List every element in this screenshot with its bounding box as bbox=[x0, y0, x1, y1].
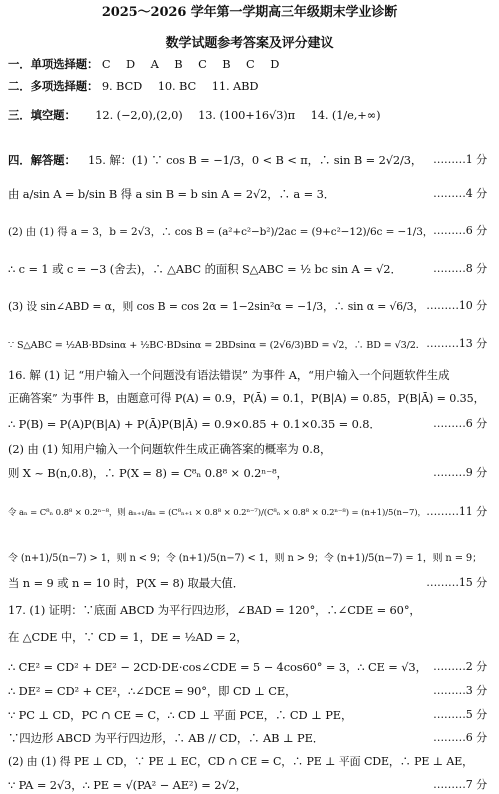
solution-text: (2) 由 (1) 得 PE ⊥ CD，∵ PE ⊥ EC，CD ∩ CE = C，∴ PE ⊥ 平面 CDE，∴ PE ⊥ AE， bbox=[8, 755, 474, 768]
solution-line bbox=[8, 684, 493, 698]
solution-text: (2) 由 (1) 得 a = 3，b = 2√3，∴ cos B = (a²+c²−b²)/2ac = (9+c²−12)/6c = −1/3， bbox=[8, 226, 434, 238]
points-label: ………1 分 bbox=[433, 153, 487, 166]
section-label: 一．单项选择题： bbox=[8, 57, 99, 71]
points-label: ………3 分 bbox=[433, 684, 487, 697]
solution-line bbox=[8, 337, 493, 353]
points-label: ………9 分 bbox=[433, 466, 487, 479]
section-label: 二．多项选择题： bbox=[8, 79, 99, 93]
points-label: ………6 分 bbox=[433, 731, 487, 744]
points-label: ………4 分 bbox=[433, 187, 487, 200]
solution-text: 当 n = 9 或 n = 10 时，P(X = 8) 取最大值． bbox=[8, 576, 244, 590]
solution-line bbox=[8, 391, 493, 406]
solution-line bbox=[8, 442, 493, 456]
solution-line bbox=[8, 778, 493, 792]
solution-line bbox=[8, 551, 493, 566]
solution-text: 16. 解 (1) 记 “用户输入一个问题没有语法错误” 为事件 A，“用户输入一个问题软件生成 bbox=[8, 368, 450, 382]
points-label: ………13 分 bbox=[426, 337, 487, 350]
answer: B bbox=[174, 57, 183, 71]
section-label: 三．填空题： bbox=[8, 108, 76, 122]
points-label: ………2 分 bbox=[433, 660, 487, 673]
solution-text: 令 (n+1)/5(n−7) > 1，则 n < 9；令 (n+1)/5(n−7) < 1，则 n > 9；令 (n+1)/5(n−7) = 1，则 n = 9； bbox=[8, 553, 482, 564]
solution-line bbox=[8, 755, 493, 769]
solution-line bbox=[88, 153, 493, 167]
solution-text: 正确答案” 为事件 B，由题意可得 P(A) = 0.9，P(Ā) = 0.1，P(B|A) = 0.85，P(B|Ā) = 0.35， bbox=[8, 392, 485, 405]
answer: A bbox=[150, 57, 159, 71]
solution-line bbox=[8, 708, 493, 722]
solution-line bbox=[8, 417, 493, 431]
answer: C bbox=[198, 57, 207, 71]
section-single-choice bbox=[8, 57, 493, 71]
solution-text: 在 △CDE 中，∵ CD = 1，DE = ½AD = 2， bbox=[8, 630, 248, 644]
solution-text: 令 aₙ = C⁸ₙ 0.8⁸ × 0.2ⁿ⁻⁸，则 aₙ₊₁/aₙ = (C⁸ₙ₊₁ × 0.8⁸ × 0.2ⁿ⁻⁷)/(C⁸ₙ × 0.8⁸ × 0.2ⁿ⁻⁸) = (n+1)/5(n−7)， bbox=[8, 508, 426, 518]
solution-line bbox=[8, 576, 493, 590]
answer: 14. (1/e,+∞) bbox=[310, 108, 381, 122]
answer: 10. BC bbox=[157, 79, 197, 93]
solution-line bbox=[8, 262, 493, 276]
solution-line bbox=[8, 187, 493, 201]
solution-text: ∵ PA = 2√3，∴ PE = √(PA² − AE²) = 2√2， bbox=[8, 778, 247, 792]
solution-line bbox=[8, 466, 493, 480]
solution-line bbox=[8, 603, 493, 617]
answer: B bbox=[222, 57, 231, 71]
solution-line bbox=[8, 299, 493, 314]
points-label: ………11 分 bbox=[426, 505, 487, 518]
section-label: 四．解答题： bbox=[8, 153, 76, 167]
solution-line bbox=[8, 731, 493, 745]
solution-text: ∴ c = 1 或 c = −3 (舍去)，∴ △ABC 的面积 S△ABC = ½ bc sin A = √2． bbox=[8, 262, 402, 276]
answer: C bbox=[246, 57, 255, 71]
points-label: ………7 分 bbox=[433, 778, 487, 791]
answer: 12. (−2,0),(2,0) bbox=[95, 108, 183, 122]
solution-text: ∴ P(B) = P(A)P(B|A) + P(Ā)P(B|Ā) = 0.9×0.85 + 0.1×0.35 = 0.8． bbox=[8, 417, 381, 431]
points-label: ………15 分 bbox=[426, 576, 487, 589]
answer: 13. (100+16√3)π bbox=[198, 108, 296, 122]
solution-text: 则 X ~ B(n,0.8)，∴ P(X = 8) = C⁸ₙ 0.8⁸ × 0.2ⁿ⁻⁸， bbox=[8, 466, 288, 480]
solution-text: ∵ S△ABC = ½AB·BDsinα + ½BC·BDsinα = 2BDsinα = (2√6/3)BD = √2，∴ BD = √3/2． bbox=[8, 340, 426, 351]
page-subtitle: 数学试题参考答案及评分建议 bbox=[165, 36, 334, 51]
solution-text: ∵ PC ⊥ CD，PC ∩ CE = C，∴ CD ⊥ 平面 PCE，∴ CD ⊥ PE， bbox=[8, 708, 353, 722]
points-label: ………6 分 bbox=[433, 224, 487, 237]
solution-text: 15. 解：(1) ∵ cos B = −1/3，0 < B < π，∴ sin B = 2√2/3， bbox=[88, 153, 423, 167]
solution-line bbox=[8, 224, 493, 239]
points-label: ………10 分 bbox=[426, 299, 487, 312]
solution-text: 17. (1) 证明：∵底面 ABCD 为平行四边形，∠BAD = 120°，∴∠CDE = 60°， bbox=[8, 603, 421, 617]
solution-line bbox=[8, 630, 493, 644]
solution-line bbox=[8, 368, 493, 382]
solution-text: ∵四边形 ABCD 为平行四边形，∴ AB // CD，∴ AB ⊥ PE． bbox=[8, 731, 325, 745]
answer: D bbox=[270, 57, 280, 71]
answer: 9. BCD bbox=[101, 79, 143, 93]
solution-text: 由 a/sin A = b/sin B 得 a sin B = b sin A = 2√2，∴ a = 3． bbox=[8, 187, 336, 201]
points-label: ………8 分 bbox=[433, 262, 487, 275]
page-title: 2025～2026 学年第一学期高三年级期末学业诊断 bbox=[101, 5, 398, 20]
points-label: ………6 分 bbox=[433, 417, 487, 430]
solution-text: ∴ DE² = CD² + CE²，∴∠DCE = 90°，即 CD ⊥ CE， bbox=[8, 684, 297, 698]
section-multiple-choice bbox=[8, 79, 493, 93]
answer: C bbox=[101, 57, 111, 71]
solution-line bbox=[8, 505, 493, 520]
solution-text: (3) 设 sin∠ABD = α，则 cos B = cos 2α = 1−2sin²α = −1/3，∴ sin α = √6/3， bbox=[8, 300, 425, 313]
solution-text: (2) 由 (1) 知用户输入一个问题软件生成正确答案的概率为 0.8， bbox=[8, 442, 332, 456]
answer: D bbox=[126, 57, 136, 71]
points-label: ………5 分 bbox=[433, 708, 487, 721]
solution-text: ∴ CE² = CD² + DE² − 2CD·DE·cos∠CDE = 5 − 4cos60° = 3，∴ CE = √3， bbox=[8, 660, 427, 674]
section-fill-blank bbox=[8, 108, 493, 122]
answer: 11. ABD bbox=[211, 79, 259, 93]
solution-line bbox=[8, 660, 493, 674]
